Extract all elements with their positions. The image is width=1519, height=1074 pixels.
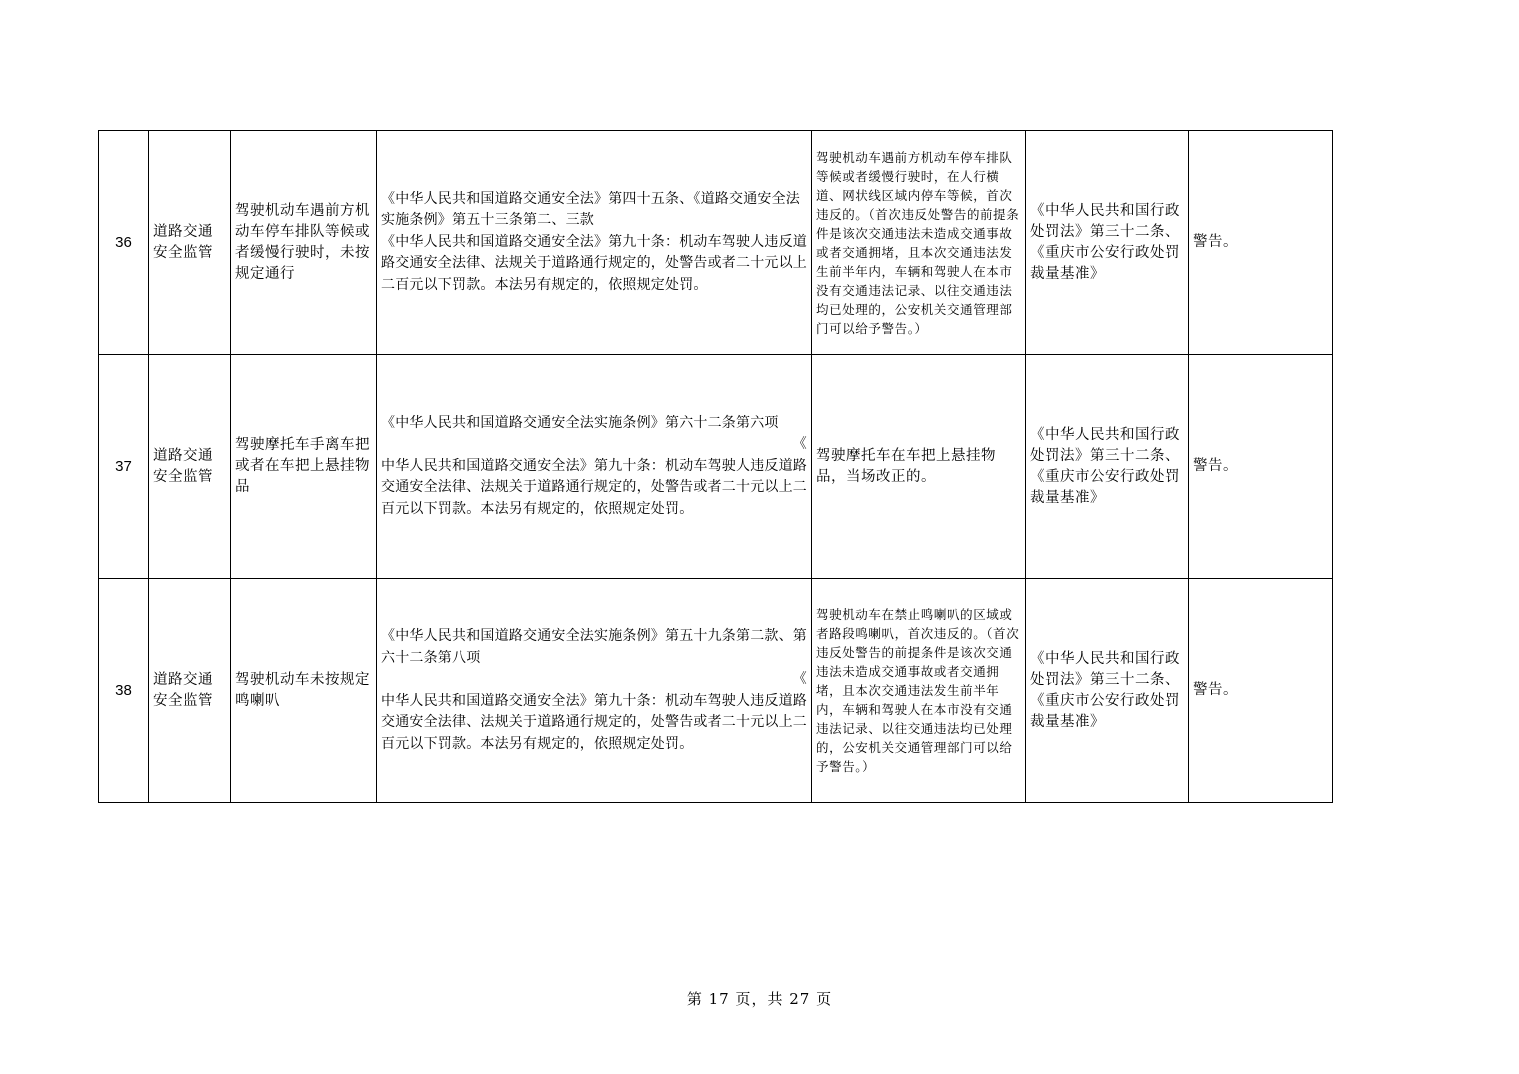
- legal-basis-line: 《中华人民共和国道路交通安全法实施条例》第六十二条第六项: [381, 414, 779, 431]
- legal-basis-cell: [377, 355, 812, 579]
- legal-basis-line: 中华人民共和国道路交通安全法》第九十条：机动车驾驶人违反道路交通安全法律、法规关于道路通行规定的，处警告或者二十元以上二百元以下罚款。本法另有规定的，依照规定处罚。: [381, 457, 807, 517]
- condition-cell: 驾驶机动车在禁止鸣喇叭的区域或者路段鸣喇叭，首次违反的。（首次违反处警告的前提条件是该次交通违法未造成交通事故或者交通拥堵，且本次交通违法发生前半年内，车辆和驾驶人在本市没有交通违法记录、以往交通违法均已处理的，公安机关交通管理部门可以给予警告。）: [812, 579, 1026, 803]
- table-row: [99, 355, 1333, 579]
- behavior-cell: 驾驶机动车遇前方机动车停车排队等候或者缓慢行驶时，未按规定通行: [231, 131, 377, 355]
- result-cell: 警告。: [1189, 355, 1333, 579]
- category-cell: 道路交通安全监管: [149, 355, 231, 579]
- legal-basis-line: 《中华人民共和国道路交通安全法》第九十条：机动车驾驶人违反道路交通安全法律、法规关于道路通行规定的，处警告或者二十元以上二百元以下罚款。本法另有规定的，依照规定处罚。: [381, 233, 807, 293]
- category-cell: 道路交通安全监管: [149, 579, 231, 803]
- row-number: 36: [99, 131, 149, 355]
- penalty-table: [98, 130, 1333, 803]
- legal-basis-line: 《中华人民共和国道路交通安全法》第四十五条、《道路交通安全法实施条例》第五十三条第二、三款: [381, 190, 800, 229]
- result-cell: 警告。: [1189, 579, 1333, 803]
- legal-basis-cell: [377, 131, 812, 355]
- category-cell: 道路交通安全监管: [149, 131, 231, 355]
- condition-cell: 驾驶机动车遇前方机动车停车排队等候或者缓慢行驶时，在人行横道、网状线区域内停车等候，首次违反的。（首次违反处警告的前提条件是该次交通违法未造成交通事故或者交通拥堵，且本次交通违法发生前半年内，车辆和驾驶人在本市没有交通违法记录、以往交通违法均已处理的，公安机关交通管理部门可以给予警告。）: [812, 131, 1026, 355]
- standard-cell: 《中华人民共和国行政处罚法》第三十二条、《重庆市公安行政处罚裁量基准》: [1026, 579, 1189, 803]
- standard-cell: 《中华人民共和国行政处罚法》第三十二条、《重庆市公安行政处罚裁量基准》: [1026, 131, 1189, 355]
- table-row: [99, 131, 1333, 355]
- condition-cell: 驾驶摩托车在车把上悬挂物品，当场改正的。: [812, 355, 1026, 579]
- table-row: [99, 579, 1333, 803]
- result-cell: 警告。: [1189, 131, 1333, 355]
- behavior-cell: 驾驶摩托车手离车把或者在车把上悬挂物品: [231, 355, 377, 579]
- legal-basis-line: 中华人民共和国道路交通安全法》第九十条：机动车驾驶人违反道路交通安全法律、法规关于道路通行规定的，处警告或者二十元以上二百元以下罚款。本法另有规定的，依照规定处罚。: [381, 692, 807, 752]
- standard-cell: 《中华人民共和国行政处罚法》第三十二条、《重庆市公安行政处罚裁量基准》: [1026, 355, 1189, 579]
- row-number: 37: [99, 355, 149, 579]
- legal-basis-line: 《中华人民共和国道路交通安全法实施条例》第五十九条第二款、第六十二条第八项: [381, 628, 807, 666]
- page-number-footer: 第 17 页，共 27 页: [686, 990, 833, 1008]
- behavior-cell: 驾驶机动车未按规定鸣喇叭: [231, 579, 377, 803]
- row-number: 38: [99, 579, 149, 803]
- legal-basis-quote-mark: 《: [792, 671, 807, 687]
- legal-basis-cell: [377, 579, 812, 803]
- legal-basis-quote-mark: 《: [792, 436, 807, 453]
